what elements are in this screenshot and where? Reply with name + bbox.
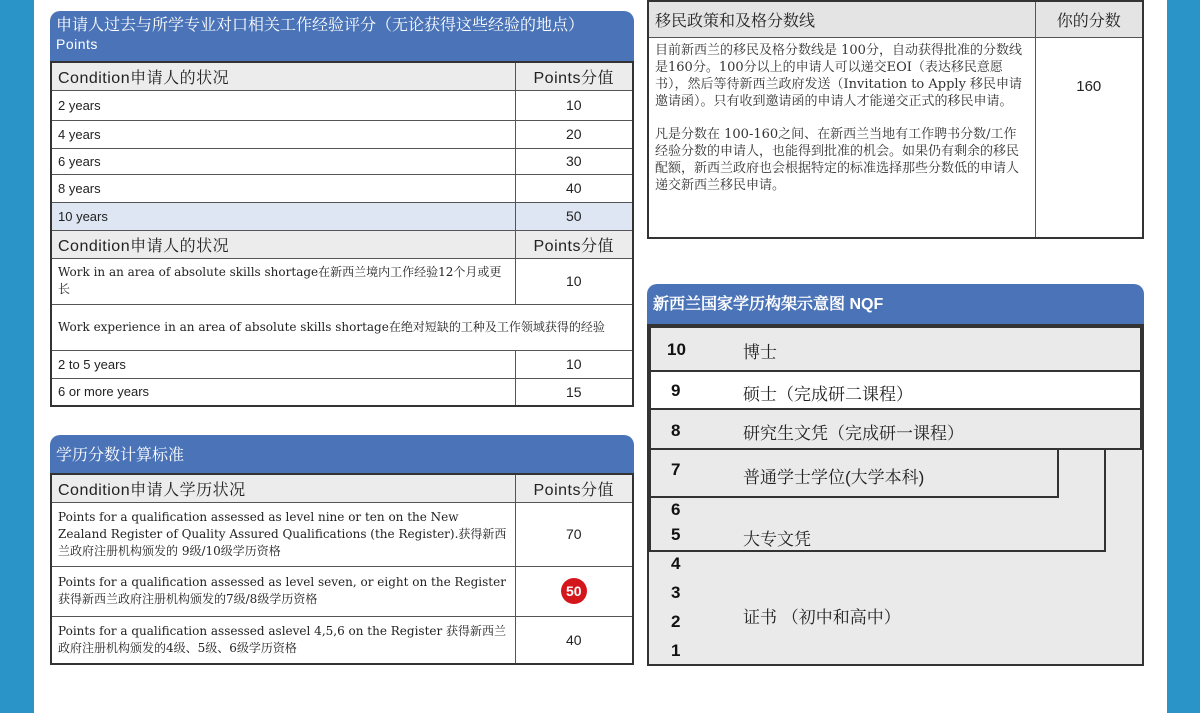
table-row	[51, 120, 633, 148]
nqf-num: 9	[671, 381, 681, 400]
policy-panel	[647, 0, 1144, 239]
header-condition: Condition申请人的状况	[51, 62, 515, 90]
table-row	[51, 304, 633, 350]
nqf-num: 6	[671, 500, 681, 519]
nqf-panel-title: 新西兰国家学历构架示意图 NQF	[653, 296, 884, 313]
row-points: 20	[515, 120, 633, 148]
policy-table	[647, 0, 1144, 239]
nqf-panel-header	[647, 284, 1144, 324]
education-panel-title: 学历分数计算标准	[56, 447, 185, 464]
table-header-row	[51, 474, 633, 502]
table-row	[51, 502, 633, 566]
row-condition: 6 or more years	[51, 378, 515, 406]
header-policy: 移民政策和及格分数线	[648, 1, 1035, 38]
row-points: 10	[515, 258, 633, 304]
row-points: 30	[515, 148, 633, 174]
header-points: Points分值	[515, 230, 633, 258]
row-condition: 8 years	[51, 174, 515, 202]
nqf-num: 1	[671, 641, 681, 660]
row-points: 10	[515, 90, 633, 120]
nqf-label: 普通学士学位(大学本科)	[743, 468, 925, 487]
row-condition: 2 to 5 years	[51, 350, 515, 378]
row-condition: 4 years	[51, 120, 515, 148]
highlight-badge: 50	[561, 578, 587, 604]
row-condition: Points for a qualification assessed aslevel 4,5,6 on the Register 获得新西兰政府注册机构颁发的4级、5级、6级学历资格	[51, 616, 515, 664]
policy-paragraph-1: 目前新西兰的移民及格分数线是 100分，自动获得批准的分数线是160分。100分以上的申请人可以递交EOI（表达移民意愿书），然后等待新西兰政府发送（Invitation to Apply 移民申请邀请函）。只有收到邀请函的申请人才能递交正式的移民申请。	[655, 43, 1023, 109]
score-value: 160	[1035, 38, 1143, 238]
table-header-row	[51, 62, 633, 90]
nqf-label: 研究生文凭（完成研一课程）	[743, 424, 964, 443]
nqf-num: 4	[671, 554, 681, 573]
education-panel-header	[50, 435, 634, 473]
nqf-label: 硕士（完成研二课程）	[743, 385, 913, 404]
nqf-num: 7	[671, 460, 681, 479]
nqf-num: 2	[671, 612, 681, 631]
experience-panel	[50, 11, 634, 407]
header-condition: Condition申请人学历状况	[51, 474, 515, 502]
experience-panel-title: 申请人过去与所学专业对口相关工作经验评分（无论获得这些经验的地点）	[56, 17, 585, 34]
table-row	[51, 148, 633, 174]
experience-table	[50, 61, 634, 407]
row-points: 50	[515, 202, 633, 230]
table-row	[51, 90, 633, 120]
row-points: 40	[515, 616, 633, 664]
row-condition: 6 years	[51, 148, 515, 174]
row-points-cell	[515, 566, 633, 616]
row-points: 10	[515, 350, 633, 378]
nqf-label: 大专文凭	[743, 530, 811, 549]
nqf-bar-10	[649, 326, 1142, 372]
header-points: Points分值	[515, 474, 633, 502]
header-points: Points分值	[515, 62, 633, 90]
table-row	[51, 616, 633, 664]
row-condition: 2 years	[51, 90, 515, 120]
nqf-num: 10	[667, 340, 686, 359]
policy-text	[648, 38, 1035, 238]
table-row	[51, 566, 633, 616]
nqf-diagram	[647, 324, 1144, 666]
nqf-num: 3	[671, 583, 681, 602]
nqf-num: 5	[671, 525, 681, 544]
table-header-row	[648, 1, 1143, 38]
nqf-label: 证书 （初中和高中）	[743, 608, 901, 627]
experience-panel-header	[50, 11, 634, 61]
right-side-bar	[1167, 0, 1200, 713]
nqf-num: 8	[671, 421, 681, 440]
table-row	[51, 258, 633, 304]
education-table	[50, 473, 634, 665]
header-condition: Condition申请人的状况	[51, 230, 515, 258]
education-panel	[50, 435, 634, 665]
table-row	[51, 174, 633, 202]
nqf-panel	[647, 284, 1144, 666]
policy-paragraph-2: 凡是分数在 100-160之间、在新西兰当地有工作聘书分数/工作经验分数的申请人，也能得到批准的机会。如果仍有剩余的移民配额，新西兰政府也会根据特定的标准选择那些分数低的申请人递交新西兰移民申请。	[655, 127, 1020, 193]
table-row	[51, 202, 633, 230]
table-row	[51, 350, 633, 378]
nqf-label: 博士	[743, 343, 777, 362]
table-header-row	[51, 230, 633, 258]
row-condition: 10 years	[51, 202, 515, 230]
row-condition: Points for a qualification assessed as level seven, or eight on the Register 获得新西兰政府注册机构颁发的7级/8级学历资格	[51, 566, 515, 616]
row-condition: Points for a qualification assessed as level nine or ten on the New Zealand Register of Quality Assured Qualifications (the Register).获得新西兰政府注册机构颁发的 9级/10级学历资格	[51, 502, 515, 566]
experience-panel-subtitle: Points	[56, 36, 98, 52]
row-condition: Work in an area of absolute skills shortage在新西兰境内工作经验12个月或更长	[51, 258, 515, 304]
header-score: 你的分数	[1035, 1, 1143, 38]
table-row	[51, 378, 633, 406]
row-points: 70	[515, 502, 633, 566]
table-row	[648, 38, 1143, 238]
row-condition: Work experience in an area of absolute skills shortage在绝对短缺的工种及工作领域获得的经验	[51, 304, 633, 350]
left-side-bar	[0, 0, 34, 713]
row-points: 15	[515, 378, 633, 406]
row-points: 40	[515, 174, 633, 202]
